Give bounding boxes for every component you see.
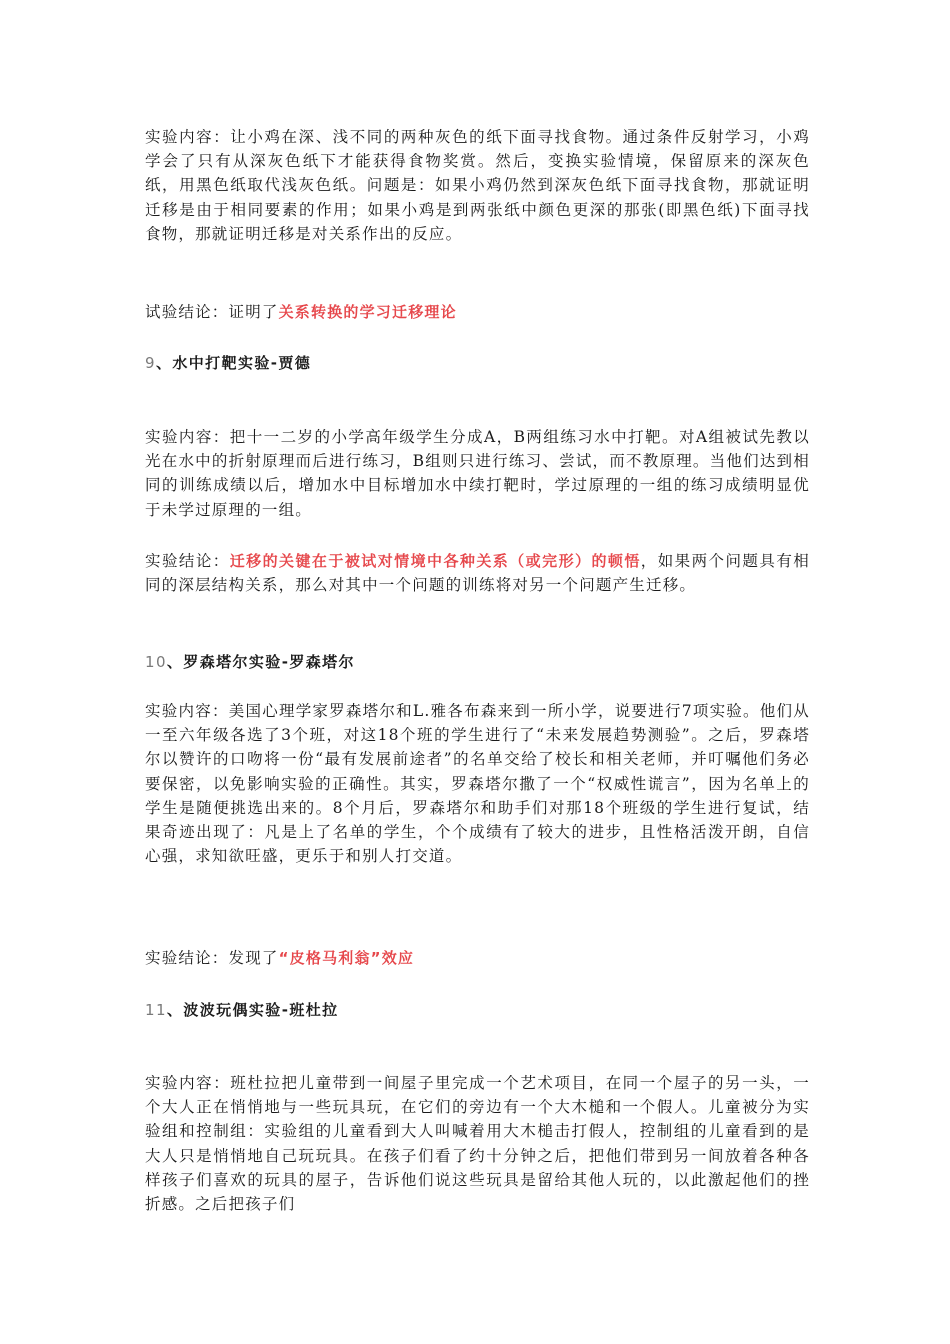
experiment-content: 实验内容：让小鸡在深、浅不同的两种灰色的纸下面寻找食物。通过条件反射学习，小鸡学会了只有从深灰色纸下才能获得食物奖赏。然后，变换实验情境，保留原来的深灰色纸，用黑色纸取代浅灰色纸。问题是：如果小鸡仍然到深灰色纸下面寻找食物，那就证明迁移是由于相同要素的作用；如果小鸡是到两张纸中颜色更深的那张(即黑色纸)下面寻找食物，那就证明迁移是对关系作出的反应。 [145, 128, 810, 243]
section-1-content [145, 125, 810, 246]
conclusion-highlight: “皮格马利翁”效应 [278, 949, 415, 967]
experiment-content: 实验内容：班杜拉把儿童带到一间屋子里完成一个艺术项目，在同一个屋子的另一头，一个大人正在悄悄地与一些玩具玩，在它们的旁边有一个大木槌和一个假人。儿童被分为实验组和控制组：实验组的儿童看到大人叫喊着用大木槌击打假人，控制组的儿童看到的是大人只是悄悄地自己玩玩具。在孩子们看了约十分钟之后，把他们带到另一间放着各种各样孩子们喜欢的玩具的屋子，告诉他们说这些玩具是留给其他人玩的，以此激起他们的挫折感。之后把孩子们 [145, 1074, 810, 1214]
conclusion-highlight: 关系转换的学习迁移理论 [278, 303, 457, 321]
section-10-heading [145, 651, 810, 673]
section-heading [145, 352, 810, 374]
section-title: 、水中打靶实验-贾德 [155, 354, 312, 372]
section-10-content [145, 699, 810, 868]
section-title: 、罗森塔尔实验-罗森塔尔 [166, 653, 355, 671]
conclusion-prefix: 试验结论：证明了 [145, 303, 279, 321]
section-9-content [145, 425, 810, 522]
conclusion-prefix: 实验结论： [145, 552, 230, 570]
section-number: 9 [145, 354, 156, 372]
section-11-content [145, 1071, 810, 1216]
conclusion-highlight: 迁移的关键在于被试对情境中各种关系（或完形）的顿悟 [229, 552, 641, 570]
section-9-conclusion [145, 549, 810, 597]
conclusion-prefix: 实验结论：发现了 [145, 949, 279, 967]
experiment-content: 实验内容：美国心理学家罗森塔尔和L.雅各布森来到一所小学，说要进行7项实验。他们从一至六年级各选了3个班，对这18个班的学生进行了“未来发展趋势测验”。之后，罗森塔尔以赞许的口吻将一份“最有发展前途者”的名单交给了校长和相关老师，并叮嘱他们务必要保密，以免影响实验的正确性。其实，罗森塔尔撒了一个“权威性谎言”，因为名单上的学生是随便挑选出来的。8个月后，罗森塔尔和助手们对那18个班级的学生进行复试，结果奇迹出现了：凡是上了名单的学生，个个成绩有了较大的进步，且性格活泼开朗，自信心强，求知欲旺盛，更乐于和别人打交道。 [145, 702, 810, 866]
section-title: 、波波玩偶实验-班杜拉 [166, 1001, 339, 1019]
section-number: 11 [145, 1001, 167, 1019]
section-number: 10 [145, 653, 167, 671]
section-heading [145, 999, 810, 1021]
section-9-heading [145, 352, 810, 374]
experiment-conclusion [145, 300, 810, 324]
section-heading [145, 651, 810, 673]
section-10-conclusion [145, 946, 810, 970]
conclusion-suffix: ，如果两个问题具有相同的深层结构关系，那么对其中一个问题的训练将对另一个问题产生迁移。 [145, 552, 810, 595]
experiment-conclusion [145, 946, 810, 970]
experiment-conclusion [145, 549, 810, 597]
section-1-conclusion [145, 300, 810, 324]
experiment-content: 实验内容：把十一二岁的小学高年级学生分成A，B两组练习水中打靶。对A组被试先教以光在水中的折射原理而后进行练习，B组则只进行练习、尝试，而不教原理。当他们达到相同的训练成绩以后，增加水中目标增加水中续打靶时，学过原理的一组的练习成绩明显优于未学过原理的一组。 [145, 428, 810, 519]
section-11-heading [145, 999, 810, 1021]
